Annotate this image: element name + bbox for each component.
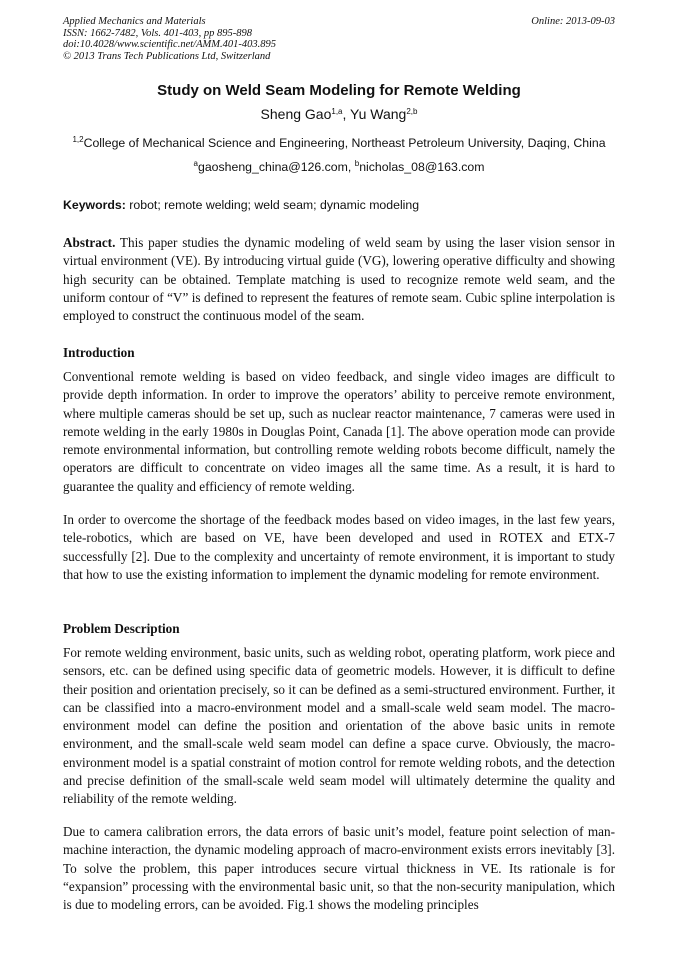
author-1: Sheng Gao — [260, 106, 332, 122]
email-b: nicholas_08@163.com — [359, 160, 485, 174]
online-date: Online: 2013-09-03 — [531, 16, 615, 27]
paper-title: Study on Weld Seam Modeling for Remote Welding — [157, 82, 521, 99]
introduction-paragraph-1: Conventional remote welding is based on video feedback, and single video images are difficult to provide depth information. In order to improve the operators’ ability to perceive remote environment, where multiple cameras should be set up, such as nuclear reactor maintenance, 7 cameras were used in remote welding in the early 1980s in Douglas Point, Canada [1]. The above operation mode can provide remote environmental information, but controlling remote welding robots become difficult, namely the operators are difficult to concentrate on video images all the same time. As a result, it is hard to guarantee the quality and efficiency of remote welding. — [63, 369, 615, 494]
journal-name: Applied Mechanics and Materials — [63, 16, 206, 27]
doi-line: doi:10.4028/www.scientific.net/AMM.401-403.895 — [63, 39, 276, 51]
author-separator: , — [342, 106, 351, 122]
author-line — [0, 106, 678, 122]
keywords — [63, 198, 615, 212]
keywords-text: robot; remote welding; weld seam; dynamic modeling — [125, 198, 420, 212]
journal-header — [63, 16, 615, 62]
introduction-paragraph-2: In order to overcome the shortage of the feedback modes based on video images, in the last few years, tele-robotics, which are based on VE, have been developed and used in ROTEX and ETX-7 successfully [2]. Due to the complexity and uncertainty of remote environment, it is important to study that how to use the existing information to implement the dynamic modeling for remote environment. — [63, 512, 615, 582]
abstract-label: Abstract. — [63, 235, 116, 250]
problem-heading: Problem Description — [63, 621, 180, 636]
email-a: gaosheng_china@126.com, — [197, 160, 355, 174]
abstract-text: This paper studies the dynamic modeling of weld seam by using the laser vision sensor in virtual environment (VE). By introducing virtual guide (VG), lowering operative difficulty and showing high security can be obtained. Template matching is used to recognize remote weld seam, and the uniform contour of “V” is defined to represent the features of remote seam. Cubic spline interpolation is employed to construct the continuous model of the seam. — [63, 235, 615, 324]
author-1-sup: 1,a — [331, 107, 343, 116]
affiliation-sup: 1,2 — [72, 135, 84, 144]
abstract — [63, 234, 615, 325]
author-2-sup: 2,b — [406, 107, 418, 116]
copyright-line: © 2013 Trans Tech Publications Ltd, Switzerland — [63, 50, 271, 62]
affiliation — [0, 136, 678, 150]
author-2: Yu Wang — [350, 106, 407, 122]
introduction-heading: Introduction — [63, 345, 135, 360]
email-line — [0, 160, 678, 174]
keywords-label: Keywords: — [63, 198, 126, 212]
email-a-sup: a — [193, 159, 198, 168]
problem-paragraph-1: For remote welding environment, basic units, such as welding robot, operating platform, work piece and sensors, etc. can be defined using specific data of geometric models. However, it is difficult to define their position and orientation precisely, so it can be defined as a semi-structured environment. Further, it can be classified into a macro-environment model and a small-scale weld seam model. The macro-environment model can define the position and orientation of the above basic units in remote environment, and the small-scale weld seam model can define a space curve. Obviously, the macro-environment model is a spatial constraint of motion control for remote welding robots, and the detection and precise definition of the small-scale weld seam model will ultimately determine the quality and reliability of the remote welding. — [63, 645, 615, 807]
problem-paragraph-2: Due to camera calibration errors, the data errors of basic unit’s model, feature point selection of man-machine interaction, the dynamic modeling approach of macro-environment exists errors inevitably [3]. To solve the problem, this paper introduces secure virtual thickness in VE. Its rationale is for “expansion” processing with the environmental basic unit, so that the non-security manipulation, which is due to modeling errors, can be avoided. Fig.1 shows the modeling principles — [63, 824, 615, 913]
email-b-sup: b — [354, 159, 360, 168]
affiliation-text: College of Mechanical Science and Engineering, Northeast Petroleum University, Daqing, China — [83, 136, 606, 150]
issn-line: ISSN: 1662-7482, Vols. 401-403, pp 895-898 — [63, 27, 252, 39]
